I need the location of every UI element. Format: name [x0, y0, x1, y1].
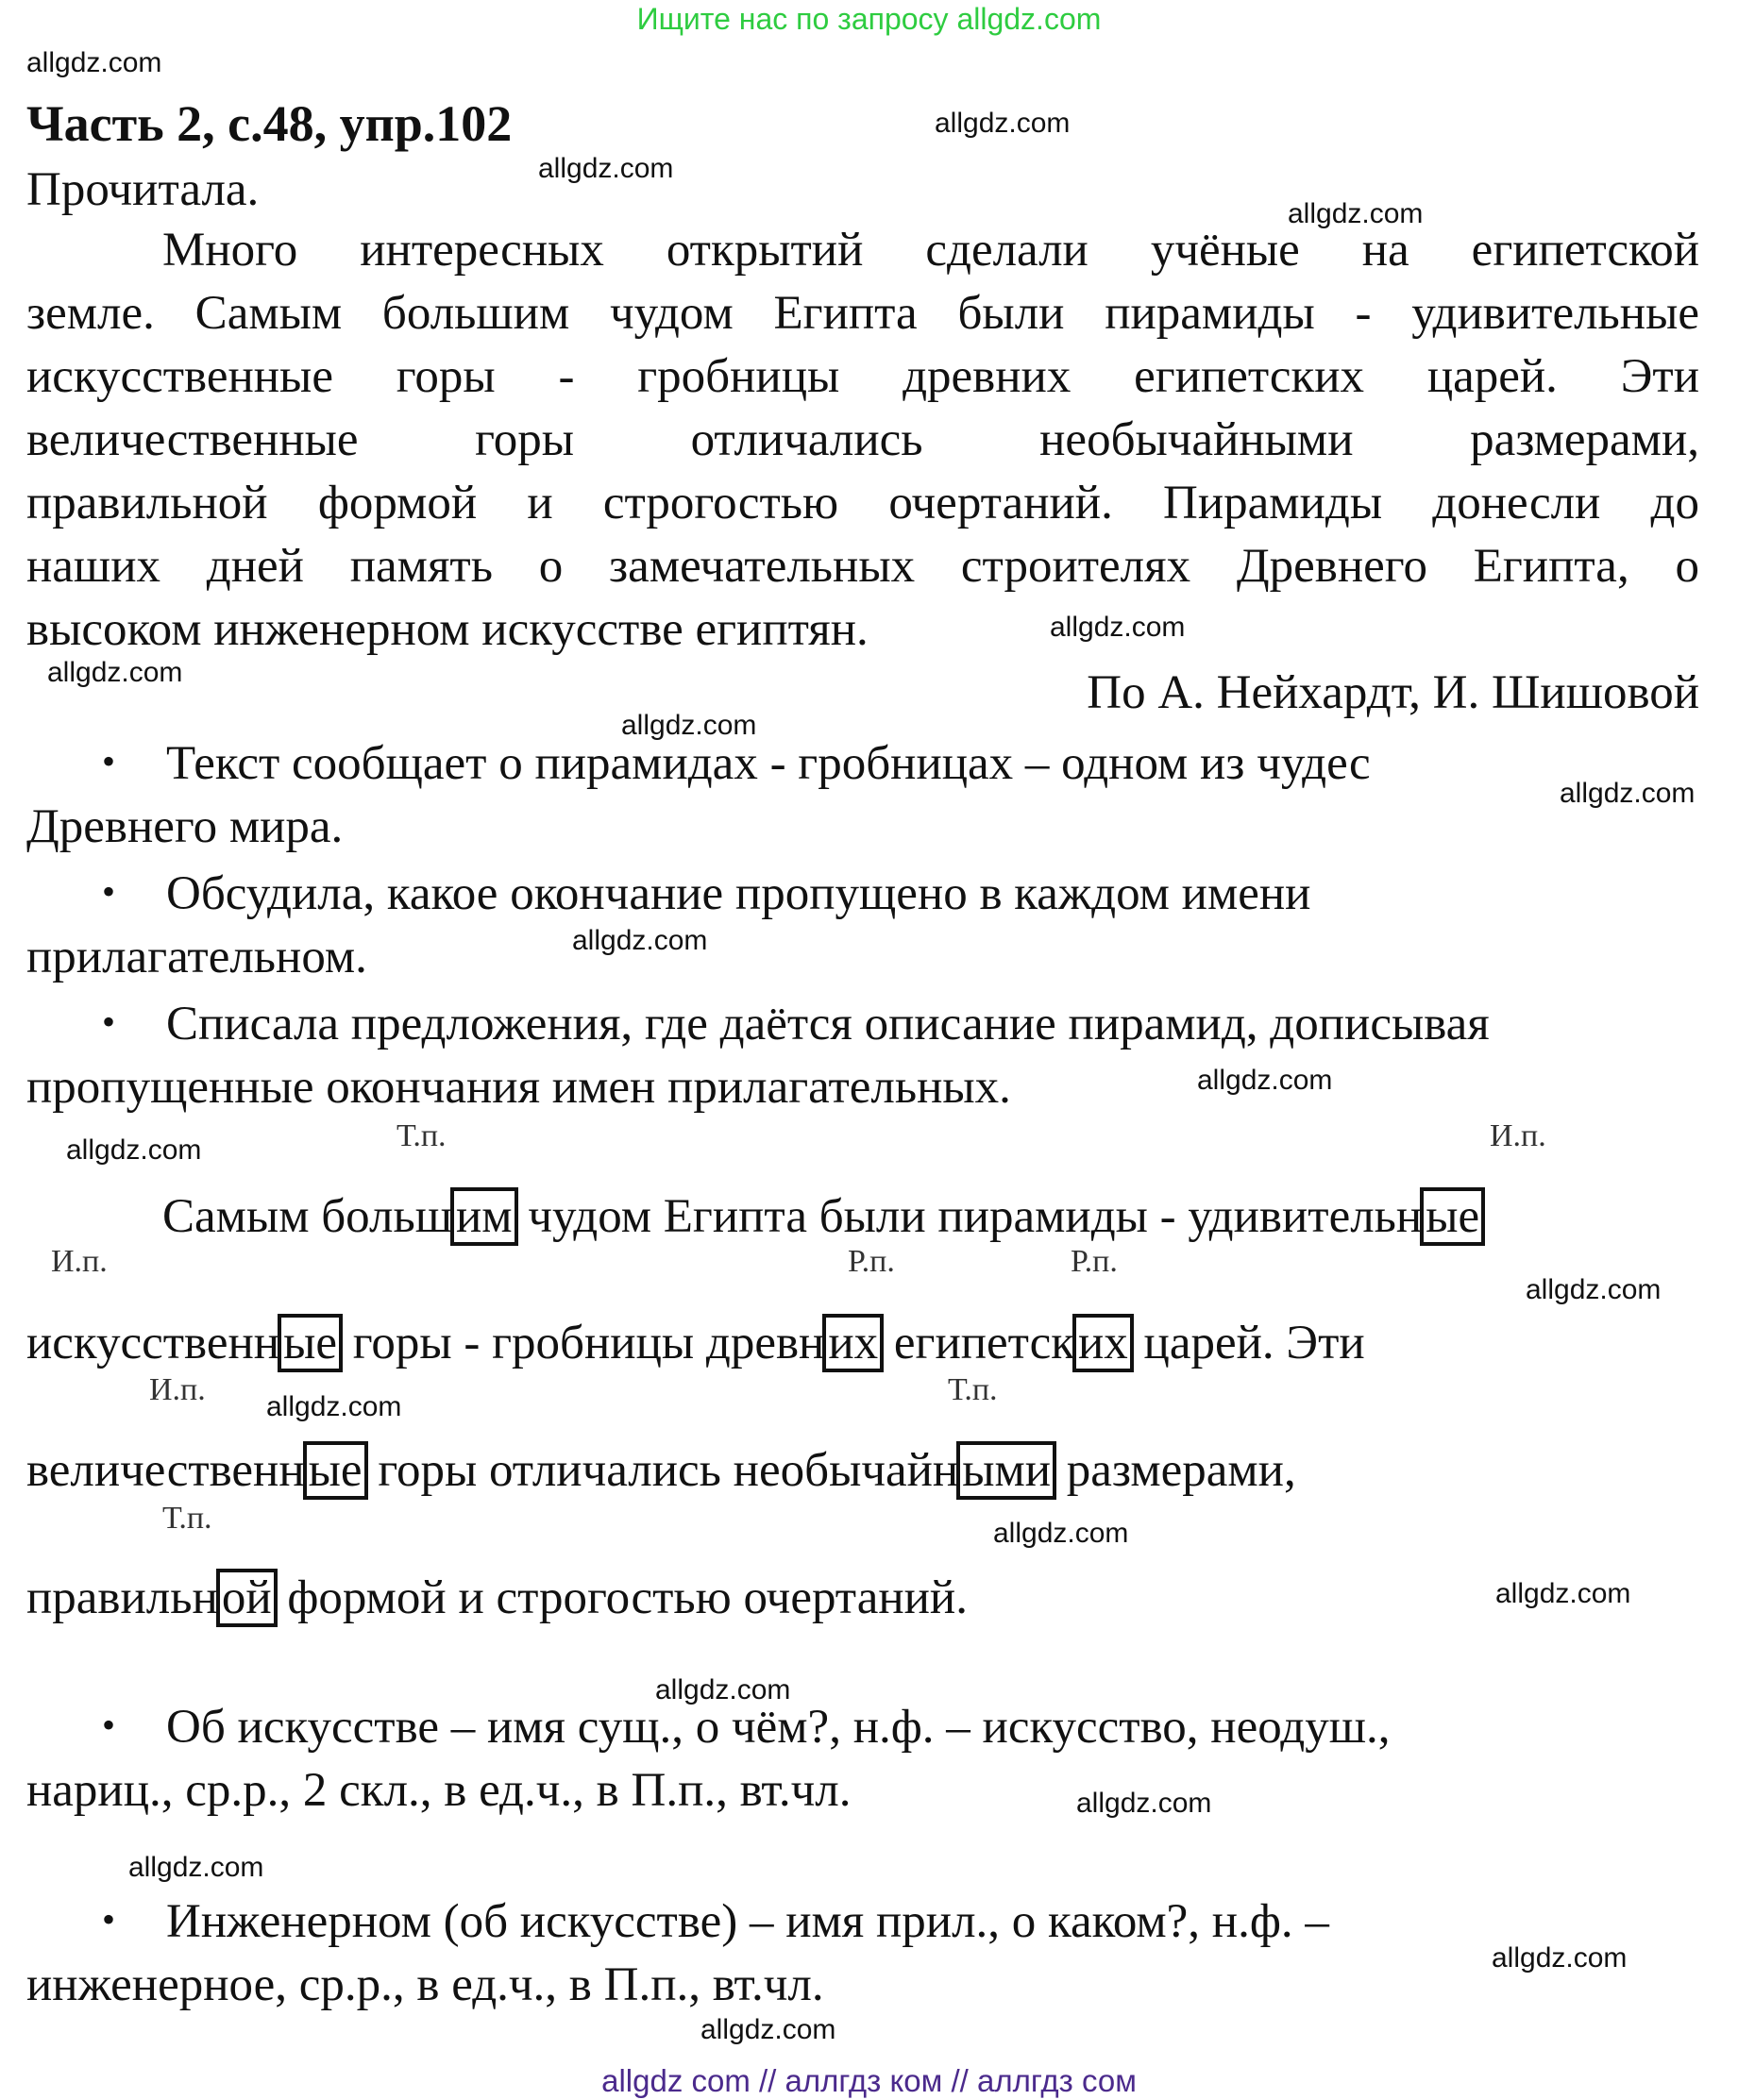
watermark: allgdz.com [572, 925, 708, 956]
case-label: Р.п. [1071, 1244, 1118, 1279]
case-label: Т.п. [948, 1372, 998, 1407]
ending-box: их [822, 1314, 884, 1372]
watermark: allgdz.com [538, 153, 674, 184]
watermark: allgdz.com [47, 657, 183, 688]
watermark: allgdz.com [266, 1391, 402, 1422]
analysis-line: искусственные горы - гробницы древних египетских царей. Эти [26, 1312, 1699, 1374]
case-label: Т.п. [397, 1118, 447, 1153]
list-item: Об искусстве – имя сущ., о чём?, н.ф. – искусство, неодуш., [166, 1701, 1391, 1754]
watermark: allgdz.com [1050, 612, 1186, 643]
ending-box: им [450, 1187, 518, 1246]
watermark: allgdz.com [1492, 1942, 1628, 1974]
case-label: Т.п. [162, 1501, 212, 1536]
bullet-icon: • [102, 870, 116, 913]
watermark: allgdz.com [1526, 1274, 1662, 1305]
ending-box: их [1072, 1314, 1134, 1372]
watermark: allgdz.com [621, 710, 757, 741]
footer-watermark: allgdz com // аллгдз ком // аллгдз сом [601, 2063, 1137, 2098]
list-item: Текст сообщает о пирамидах - гробницах – одном из чудес [166, 737, 1371, 790]
watermark: allgdz.com [66, 1134, 202, 1166]
analysis-line: Самым большим чудом Египта были пирамиды - удивительные [162, 1185, 1711, 1248]
list-item: нариц., ср.р., 2 скл., в ед.ч., в П.п., вт.чл. [26, 1764, 852, 1817]
intro-text: Прочитала. [26, 163, 260, 216]
case-label: И.п. [1490, 1118, 1546, 1153]
passage-line: наших дней память о замечательных строителях Древнего Египта, о [26, 540, 1699, 593]
bullet-icon: • [102, 1000, 116, 1043]
passage-line: Много интересных открытий сделали учёные на египетской [162, 224, 1699, 277]
ending-box: ыми [956, 1441, 1056, 1500]
ending-box: ой [216, 1569, 278, 1627]
case-label: Р.п. [848, 1244, 895, 1279]
watermark: allgdz.com [935, 108, 1071, 139]
top-banner: Ищите нас по запросу allgdz.com [636, 2, 1102, 36]
watermark: allgdz.com [128, 1852, 264, 1883]
watermark: allgdz.com [1076, 1788, 1212, 1819]
watermark: allgdz.com [993, 1518, 1129, 1549]
watermark: allgdz.com [700, 2014, 836, 2045]
list-item: Древнего мира. [26, 800, 344, 853]
list-item: Инженерном (об искусстве) – имя прил., о каком?, н.ф. – [166, 1895, 1329, 1948]
case-label: И.п. [149, 1372, 206, 1407]
watermark: allgdz.com [1197, 1065, 1333, 1096]
watermark: allgdz.com [655, 1674, 791, 1705]
list-item: Списала предложения, где даётся описание пирамид, дописывая [166, 998, 1490, 1050]
passage-line: величественные горы отличались необычайными размерами, [26, 413, 1699, 466]
watermark: allgdz.com [1560, 778, 1696, 809]
ending-box: ые [1420, 1187, 1485, 1246]
analysis-line: правильной формой и строгостью очертаний. [26, 1567, 1699, 1629]
watermark: allgdz.com [1495, 1578, 1631, 1609]
passage-line: земле. Самым большим чудом Египта были пирамиды - удивительные [26, 287, 1699, 340]
analysis-line: величественные горы отличались необычайными размерами, [26, 1439, 1699, 1502]
passage-line: высоком инженерном искусстве египтян. [26, 603, 869, 656]
ending-box: ые [278, 1314, 343, 1372]
list-item: Обсудила, какое окончание пропущено в каждом имени [166, 867, 1311, 920]
bullet-icon: • [102, 1704, 116, 1746]
passage-line: искусственные горы - гробницы древних египетских царей. Эти [26, 350, 1699, 403]
list-item: инженерное, ср.р., в ед.ч., в П.п., вт.чл. [26, 1958, 824, 2011]
author-line: По А. Нейхардт, И. Шишовой [1087, 666, 1699, 719]
list-item: прилагательном. [26, 931, 367, 983]
case-label: И.п. [51, 1244, 108, 1279]
watermark: allgdz.com [1288, 198, 1424, 229]
list-item: пропущенные окончания имен прилагательных. [26, 1061, 1011, 1114]
ending-box: ые [303, 1441, 368, 1500]
passage-line: правильной формой и строгостью очертаний. Пирамиды донесли до [26, 477, 1699, 529]
bullet-icon: • [102, 1898, 116, 1940]
page-title: Часть 2, с.48, упр.102 [26, 95, 513, 152]
watermark: allgdz.com [26, 47, 162, 78]
bullet-icon: • [102, 740, 116, 782]
